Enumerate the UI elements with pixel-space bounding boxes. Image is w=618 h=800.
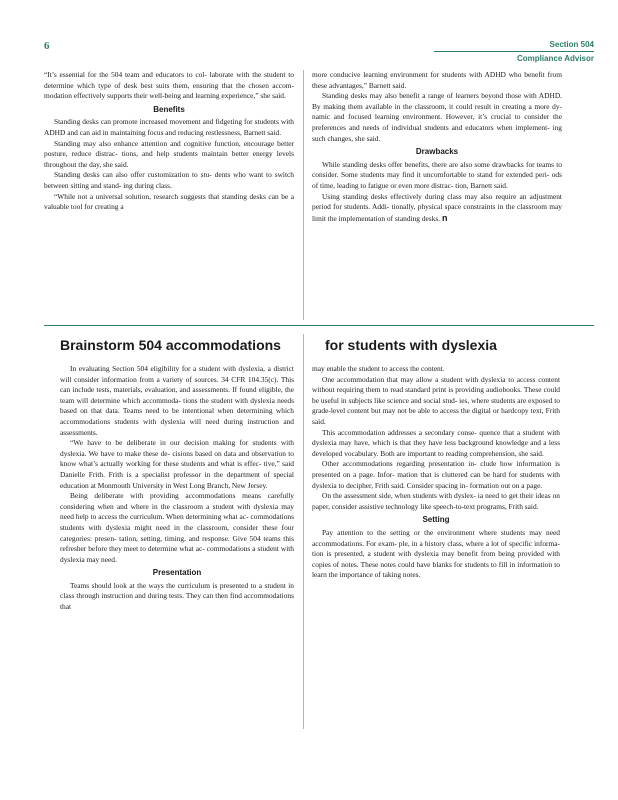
paragraph: “We have to be deliberate in our decision making for students with dyslexia. We have to make these de- cisions based on data and observation to know what’s actually working for these students and what is effec- tive,” said Danielle Frith. Frith is a specialist professor in the department of special education at Monmouth University in West Long Branch, New Jersey. (60, 438, 294, 490)
paragraph: Teams should look at the ways the curriculum is presented to a student in class through instruction and during tests. They can then find accommodations that (60, 580, 294, 612)
paragraph: Pay attention to the setting or the environment where students may need accommodations. For exam- ple, in a history class, where a lot of specific informa- tion is presented, a student with dyslexia may benefit from being provided with copies of notes. These notes could have blanks for students to fill in information to learn the importance of taking notes. (312, 527, 560, 580)
end-of-article-mark: n (441, 212, 448, 223)
paragraph: While standing desks offer benefits, there are also some drawbacks for teams to consider. Some students may find it uncomfortable to stand for extended peri- ods of time, leading to fatigue or even more distrac- tion, Barnett said. (312, 159, 562, 190)
paragraph: may enable the student to access the content. (312, 364, 445, 373)
top-article-right-column (312, 70, 562, 224)
section-heading: Drawbacks (415, 147, 459, 157)
paragraph: “While not a universal solution, research suggests that standing desks can be a valuable tool for creating a (44, 191, 294, 212)
paragraph: “It’s essential for the 504 team and educators to col- laborate with the student to determine which type of desk best suits them, ensuring that the chosen accom- modation effectively supports their well-being and learning experience,” she said. (44, 70, 294, 101)
running-header (434, 40, 594, 63)
header-compliance-advisor: Compliance Advisor (516, 54, 594, 63)
paragraph: On the assessment side, when students with dyslex- ia need to get their ideas on paper, consider assistive technology like speech-to-text programs, Frith said. (312, 491, 560, 511)
article-title-part1: Brainstorm 504 accommodations (60, 337, 281, 353)
paragraph: Other accommodations regarding presentation in- clude how information is presented on a page. Infor- mation that is cluttered can be hard for students with dyslexia to decipher, Frith said. Consider spacing in- formation out on a page. (312, 459, 560, 490)
section-heading: Benefits (153, 104, 185, 114)
article-right-column (312, 364, 560, 581)
column-divider-top (303, 70, 304, 320)
paragraph: In evaluating Section 504 eligibility for a student with dyslexia, a district will consider information from a variety of sources. 34 CFR 104.35(c). This can include tests, materials, evaluation, and assessments. If found eligible, the team will determine which accommoda- tions the student with dyslexia needs based on that data. Teams need to be intentional when determining which accommodations students with dyslexia will need during instruction and assessments. (60, 364, 294, 437)
paragraph: One accommodation that may allow a student with dyslexia to access content without requiring them to read standard print is providing audiobooks. These could be useful in subjects like science and social stud- ies, where students are exposed to grade-level content but may not be able to access the digital or hardcopy text, Frith said. (312, 374, 560, 426)
header-section-504: Section 504 (434, 40, 594, 52)
section-heading: Presentation (152, 568, 202, 578)
top-article-left-column (44, 70, 294, 213)
paragraph: Being deliberate with providing accommodations means carefully considering when and where in the classroom a student with dyslexia may need help to access the curriculum. When determining what ac- commodations students with dyslexia might need in the classroom, consider these four categories: presen- tation, setting, timing, and response. Give 504 teams this refresher before they meet to determine what ac- commodations a student with dyslexia may need. (60, 491, 294, 564)
article-left-column (60, 364, 294, 613)
paragraph: Using standing desks effectively during class may also require an adjustment period for students. Addi- tionally, physical space constraints in the classroom may limit the implementation of standing desks. n (312, 191, 562, 223)
paragraph: Standing desks can also offer customization to stu- dents who want to switch between sitting and stand- ing during class. (44, 170, 294, 190)
paragraph: This accommodation addresses a secondary conse- quence that a student with dyslexia may have, which is that they have less background knowledge and a less developed vocabulary. Both are important to reading comprehension, she said. (312, 427, 560, 458)
page-number: 6 (44, 40, 50, 52)
section-heading: Setting (422, 515, 450, 525)
paragraph: Standing desks may also benefit a range of learners beyond those with ADHD. By making them available in the classroom, it could result in creating a more dy- namic and focused learning environment. However, it’s crucial to consider the preferences and needs of individual students and educators when implement- ing such changes, she said. (312, 91, 562, 143)
paragraph: Standing desks can promote increased movement and fidgeting for students with ADHD and can aid in maintaining focus and reducing restlessness, Barnett said. (44, 117, 294, 137)
paragraph: more conducive learning environment for students with ADHD who benefit from these advantages,” Barnett said. (312, 70, 562, 90)
article-separator (44, 325, 594, 326)
column-divider-bottom (303, 334, 304, 729)
paragraph: Standing may also enhance attention and cognitive function, encourage better posture, reduce distrac- tions, and help students maintain better energy levels throughout the day, she said. (44, 138, 294, 169)
article-title-part2: for students with dyslexia (325, 337, 497, 353)
